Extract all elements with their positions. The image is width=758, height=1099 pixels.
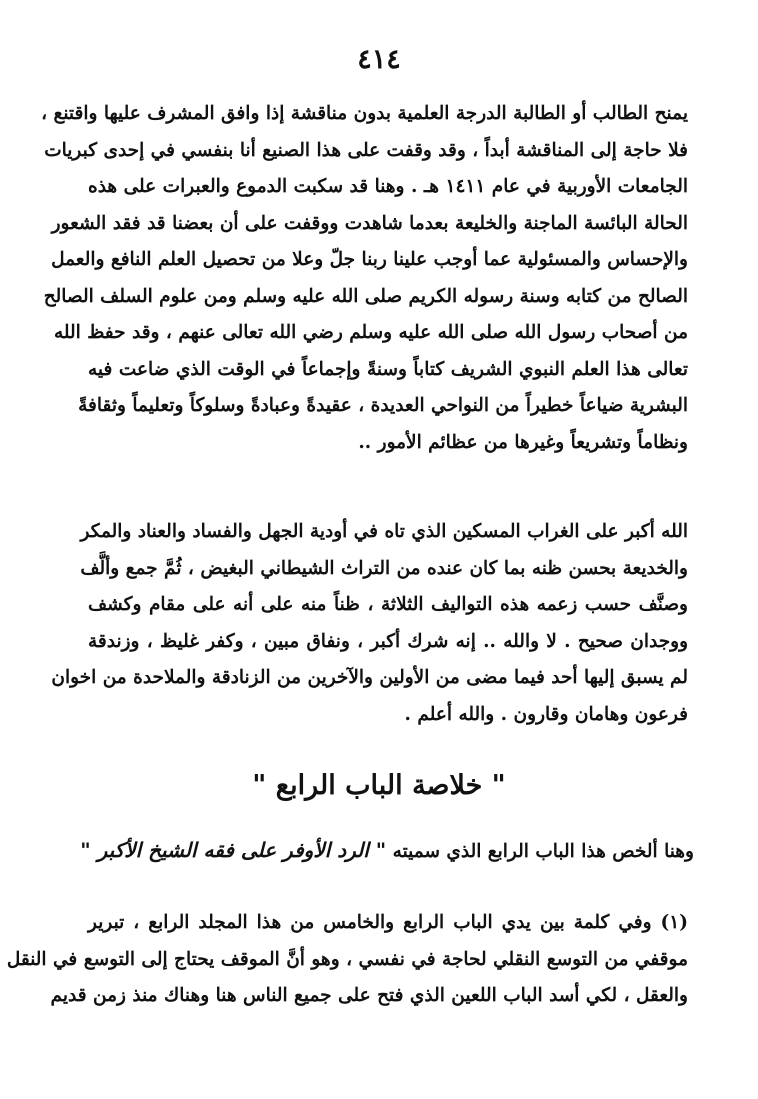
text-line: والإحساس والمسئولية عما أوجب علينا ربنا جلّ وعلا من تحصيل العلم النافع والعمل <box>51 249 688 270</box>
text-line: ونظاماً وتشريعاً وغيرها من عظائم الأمور .. <box>358 431 688 453</box>
text-line: الصالح من كتابه وسنة رسوله الكريم صلى الله عليه وسلم ومن علوم السلف الصالح <box>43 285 688 307</box>
text-line: الجامعات الأوربية في عام ١٤١١ هـ . وهنا قد سكبت الدموع والعبرات على هذه <box>88 176 688 197</box>
text-line: تعالى هذا العلم النبوي الشريف كتاباً وسنةً وإجماعاً في الوقت الذي ضاعت فيه <box>88 358 688 380</box>
text-line: فرعون وهامان وقارون . والله أعلم . <box>404 703 688 725</box>
book-title: " الرد الأوفر على فقه الشيخ الأكبر " <box>80 838 387 862</box>
paragraph-3 <box>6 905 688 1015</box>
text-line: الله أكبر على الغراب المسكين الذي تاه في أودية الجهل والفساد والعناد والمكر <box>80 521 688 542</box>
text-line: ووجدان صحيح . لا والله .. إنه شرك أكبر ، ونفاق مبين ، وكفر غليظ ، وزندقة <box>88 630 688 652</box>
text-line: (١) وفي كلمة بين يدي الباب الرابع والخامس من هذا المجلد الرابع ، تبرير <box>88 912 688 933</box>
text-line: وصنَّف حسب زعمه هذه التواليف الثلاثة ، ظناً منه على أنه على مقام وكشف <box>88 594 688 615</box>
text-line: فلا حاجة إلى المناقشة أبداً ، وقد وقفت على هذا الصنيع أنا بنفسي في إحدى كبريات <box>44 139 688 161</box>
text-line: الحالة البائسة الماجنة والخليعة بعدما شاهدت ووقفت على أن بعضنا قد فقد الشعور <box>51 212 688 234</box>
text-line: والخديعة بحسن ظنه بما كان عنده من التراث الشيطاني البغيض ، ثُمَّ جمع وألَّف <box>80 557 688 579</box>
paragraph-1 <box>41 96 688 461</box>
text-line: من أصحاب رسول الله صلى الله عليه وسلم رضي الله تعالى عنهم ، وقد حفظ الله <box>53 322 688 343</box>
text-line: والعقل ، لكي أسد الباب اللعين الذي فتح على جميع الناس هنا وهناك منذ زمن قديم <box>50 985 688 1006</box>
paragraph-2 <box>51 514 688 733</box>
page-number: ٤١٤ <box>357 44 401 75</box>
text-line: البشرية ضياعاً خطيراً من النواحي العديدة ، عقيدةً وعبادةً وسلوكاً وتعليماً وثقافةً <box>78 395 688 416</box>
summary-line <box>80 838 694 862</box>
summary-intro: وهنا ألخص هذا الباب الرابع الذي سميته <box>392 841 694 862</box>
text-line: لم يسبق إليها أحد فيما مضى من الأولين والآخرين من الزنادقة والملاحدة من اخوان <box>51 667 688 688</box>
text-line: يمنح الطالب أو الطالبة الدرجة العلمية بدون مناقشة إذا وافق المشرف عليها واقتنع ، <box>41 103 688 124</box>
section-heading: " خلاصة الباب الرابع " <box>252 770 506 801</box>
text-line: موقفي من التوسع النقلي لحاجة في نفسي ، وهو أنَّ الموقف يحتاج إلى التوسع في النقل <box>6 948 688 970</box>
